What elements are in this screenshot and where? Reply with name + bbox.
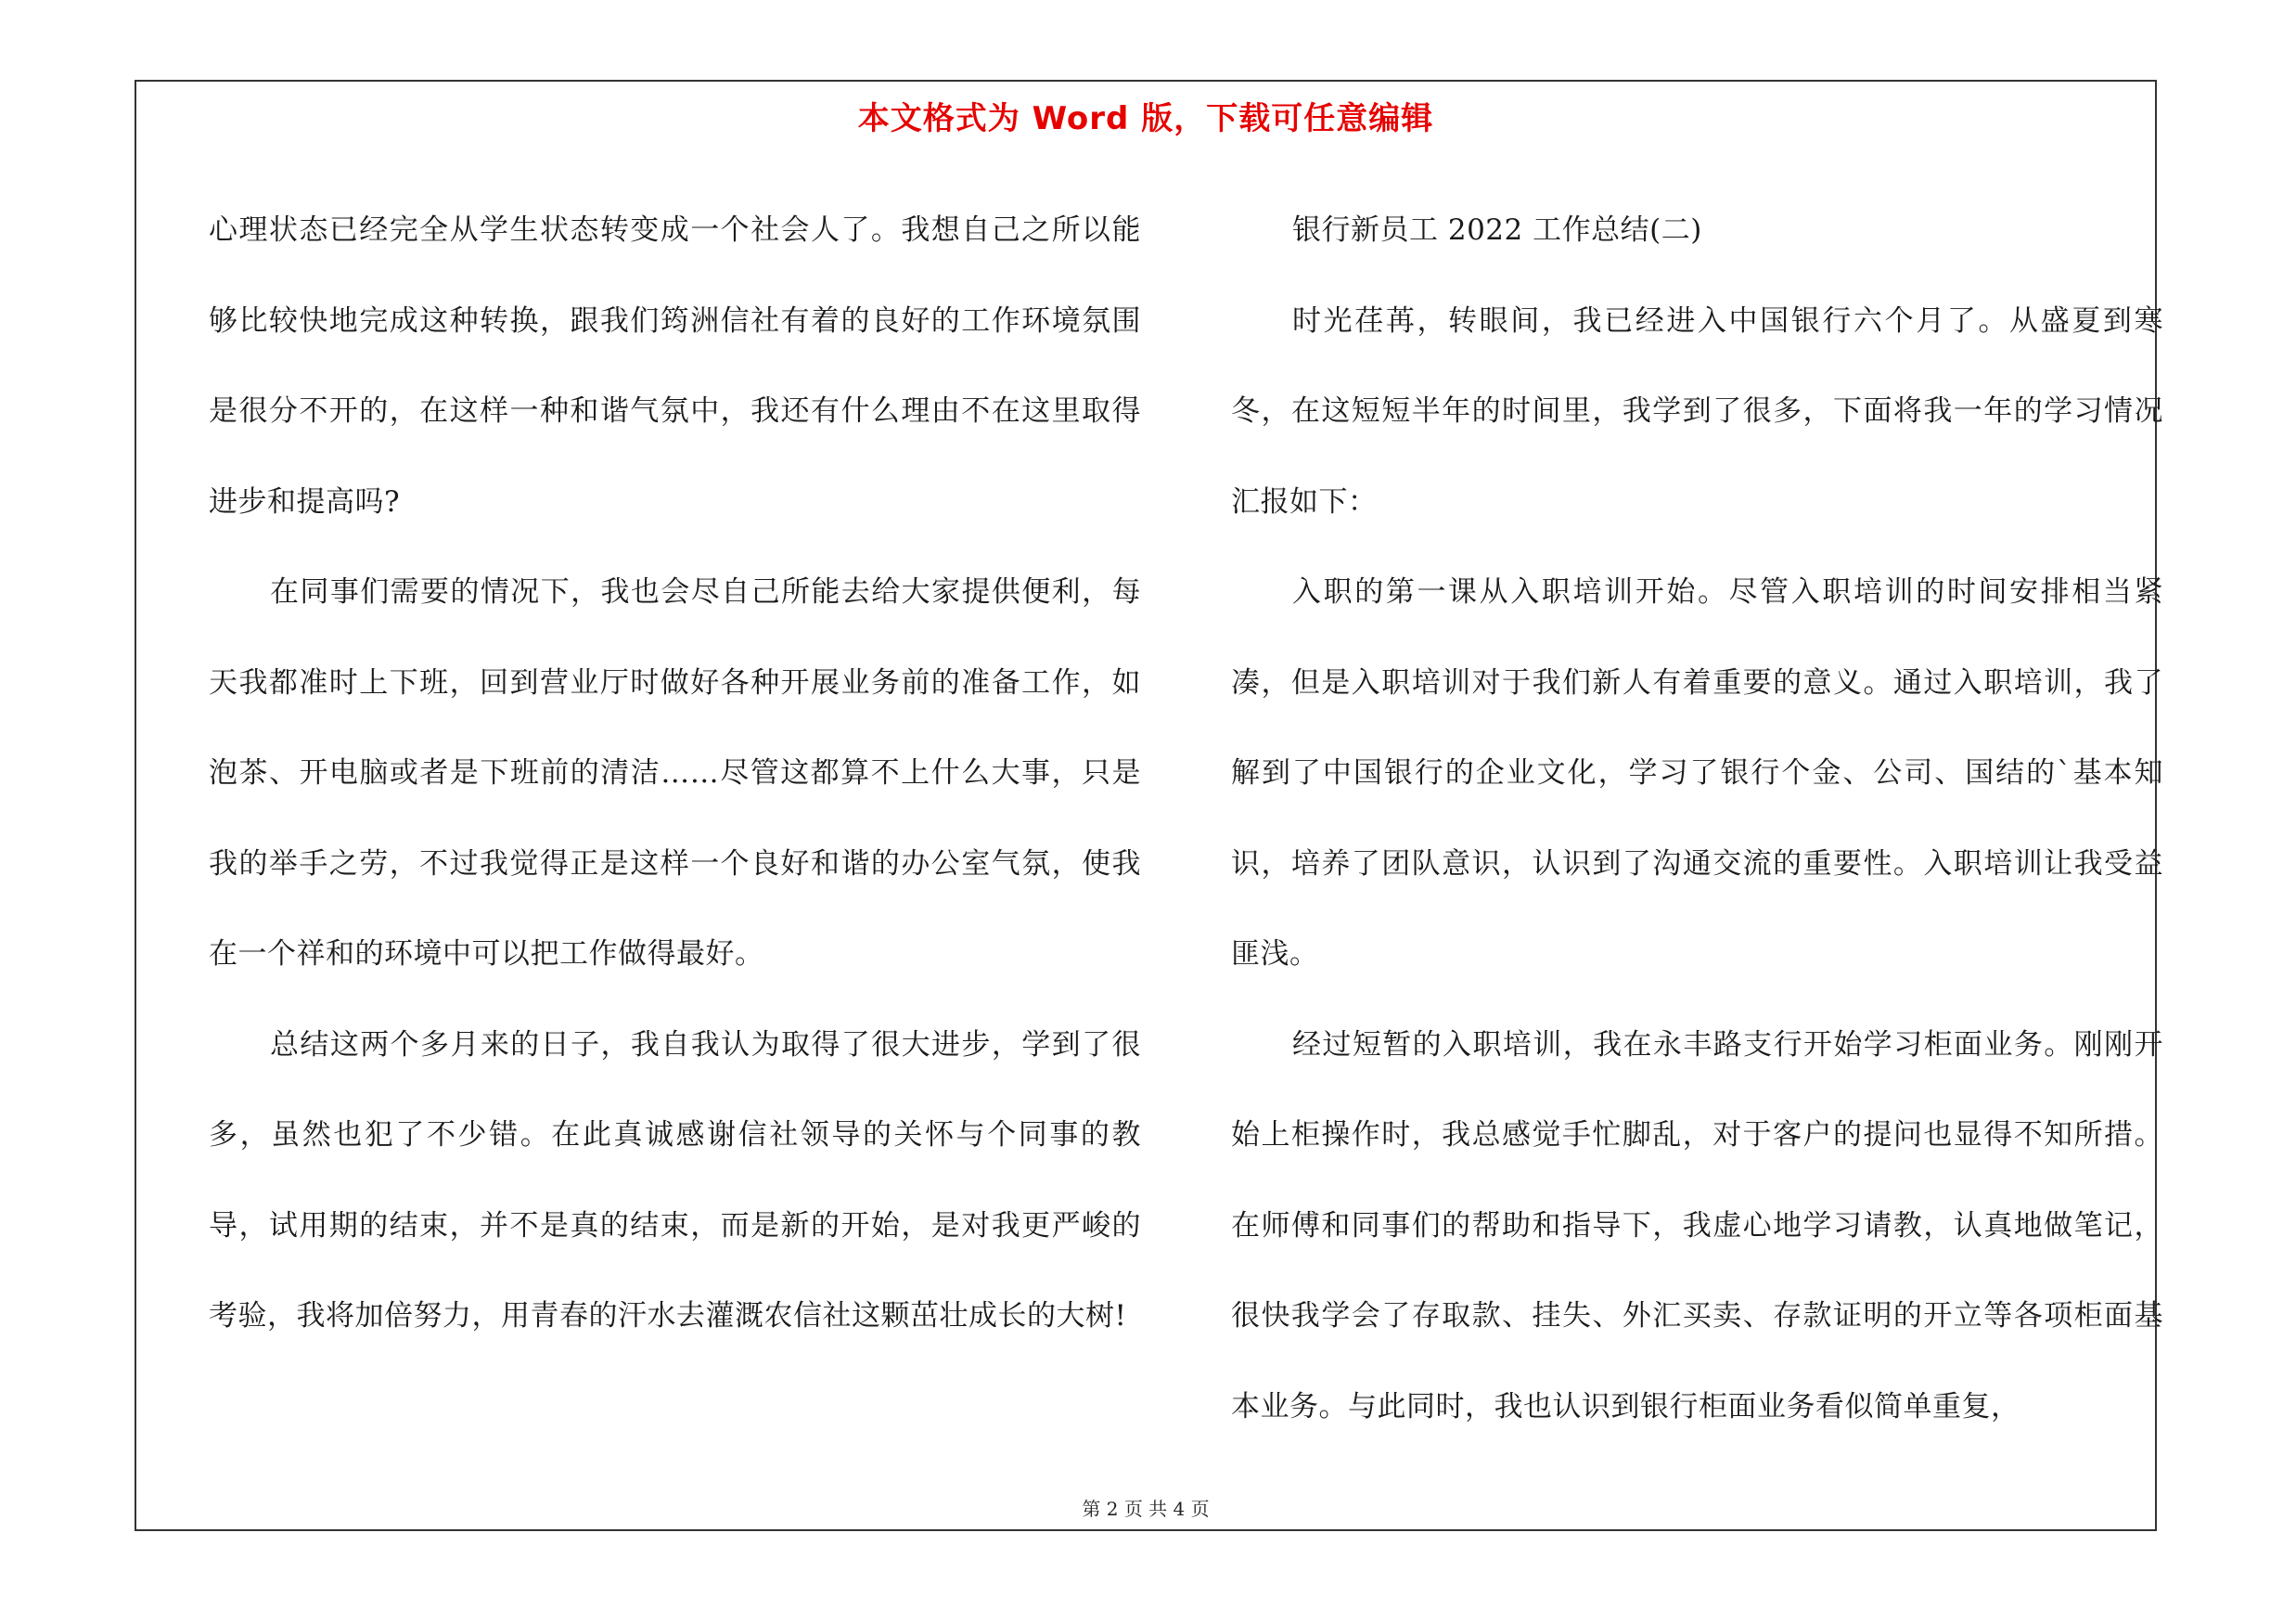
right-text-column [1231,186,2163,1452]
paragraph: 时光荏苒，转眼间，我已经进入中国银行六个月了。从盛夏到寒冬，在这短短半年的时间里，我学到了很多，下面将我一年的学习情况汇报如下： [1231,303,2163,519]
left-text-column [209,186,1141,1362]
paragraph: 经过短暂的入职培训，我在永丰路支行开始学习柜面业务。刚刚开始上柜操作时，我总感觉手忙脚乱，对于客户的提问也显得不知所措。在师傅和同事们的帮助和指导下，我虚心地学习请教，认真地做笔记，很快我学会了存取款、挂失、外汇买卖、存款证明的开立等各项柜面基本业务。与此同时，我也认识到银行柜面业务看似简单重复， [1231,1027,2163,1423]
section-title: 银行新员工 2022 工作总结(二) [1292,213,1702,247]
document-page [135,80,2163,1531]
paragraph-continued: 心理状态已经完全从学生状态转变成一个社会人了。我想自己之所以能够比较快地完成这种转换，跟我们筠洲信社有着的良好的工作环境氛围是很分不开的，在这样一种和谐气氛中，我还有什么理由不在这里取得进步和提高吗? [209,213,1141,519]
format-notice-banner: 本文格式为 Word 版，下载可任意编辑 [857,100,1434,137]
paragraph: 总结这两个多月来的日子，我自我认为取得了很大进步，学到了很多，虽然也犯了不少错。在此真诚感谢信社领导的关怀与个同事的教导，试用期的结束，并不是真的结束，而是新的开始，是对我更严峻的考验，我将加倍努力，用青春的汗水去灌溉农信社这颗茁壮成长的大树! [209,1027,1141,1333]
page-number-footer: 第 2 页 共 4 页 [1082,1498,1210,1520]
paragraph: 入职的第一课从入职培训开始。尽管入职培训的时间安排相当紧凑，但是入职培训对于我们新人有着重要的意义。通过入职培训，我了解到了中国银行的企业文化，学习了银行个金、公司、国结的`基本知识，培养了团队意识，认识到了沟通交流的重要性。入职培训让我受益匪浅。 [1231,575,2163,971]
paragraph: 在同事们需要的情况下，我也会尽自己所能去给大家提供便利，每天我都准时上下班，回到营业厅时做好各种开展业务前的准备工作，如泡茶、开电脑或者是下班前的清洁……尽管这都算不上什么大事，只是我的举手之劳，不过我觉得正是这样一个良好和谐的办公室气氛，使我在一个祥和的环境中可以把工作做得最好。 [209,575,1141,971]
